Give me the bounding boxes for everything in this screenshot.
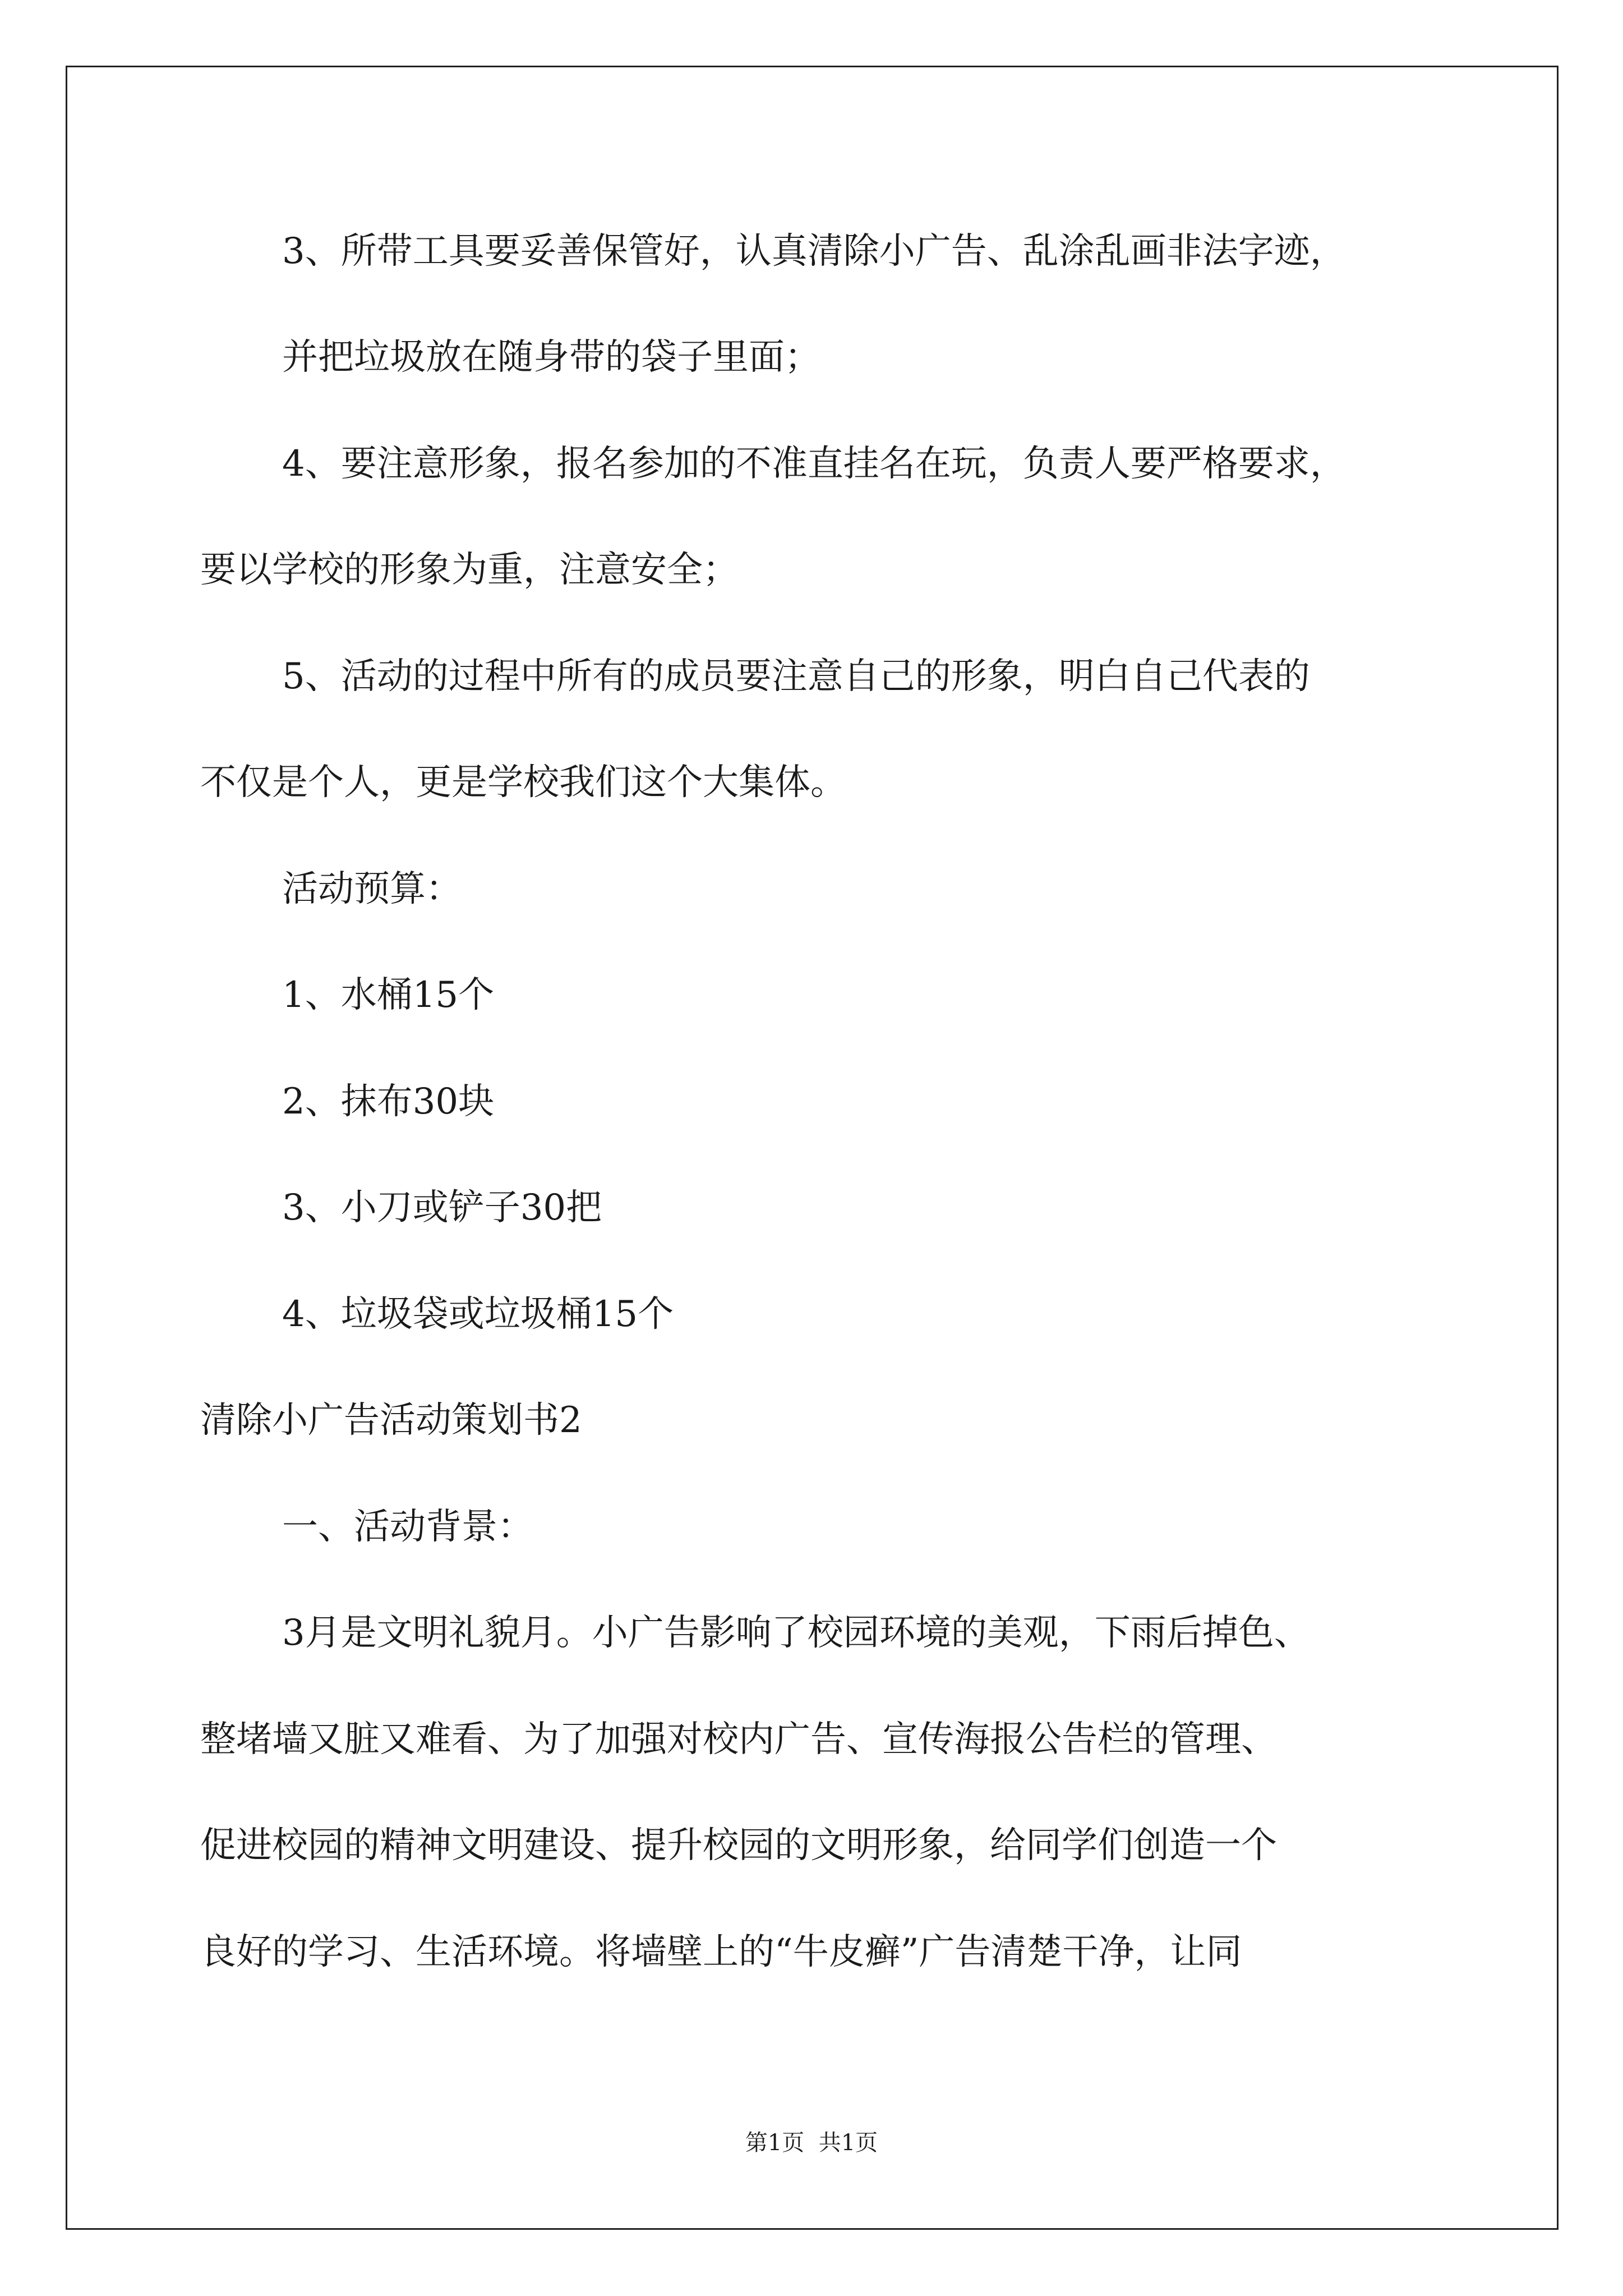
text-line-5: 5、活动的过程中所有的成员要注意自己的形象，明白自己代表的 bbox=[282, 656, 1310, 697]
page-border bbox=[66, 66, 1559, 2230]
text-line-15: 整堵墙又脏又难看、为了加强对校内广告、宣传海报公告栏的管理、 bbox=[200, 1719, 1277, 1760]
page-number-footer: 第1页 共1页 bbox=[745, 2130, 878, 2156]
text-line-3: 4、要注意形象，报名参加的不准直挂名在玩，负责人要严格要求， bbox=[282, 443, 1346, 485]
text-line-16: 促进校园的精神文明建设、提升校园的文明形象，给同学们创造一个 bbox=[200, 1825, 1277, 1866]
text-line-4: 要以学校的形象为重，注意安全； bbox=[200, 549, 739, 591]
text-line-13: 一、活动背景： bbox=[282, 1506, 533, 1548]
section-heading: 清除小广告活动策划书2 bbox=[200, 1400, 582, 1441]
text-line-17: 良好的学习、生活环境。将墙壁上的“牛皮癣”广告清楚干净，让同 bbox=[200, 1931, 1242, 1973]
text-line-10: 3、小刀或铲子30把 bbox=[282, 1187, 602, 1228]
text-line-1: 3、所带工具要妥善保管好，认真清除小广告、乱涂乱画非法字迹， bbox=[282, 231, 1346, 272]
text-line-7: 活动预算： bbox=[282, 868, 462, 910]
text-line-14: 3月是文明礼貌月。小广告影响了校园环境的美观，下雨后掉色、 bbox=[282, 1612, 1310, 1654]
text-line-8: 1、水桶15个 bbox=[282, 974, 495, 1016]
text-line-11: 4、垃圾袋或垃圾桶15个 bbox=[282, 1294, 674, 1335]
text-line-9: 2、抹布30块 bbox=[282, 1081, 495, 1122]
text-line-2: 并把垃圾放在随身带的袋子里面； bbox=[282, 337, 820, 378]
text-line-6: 不仅是个人，更是学校我们这个大集体。 bbox=[200, 762, 846, 803]
